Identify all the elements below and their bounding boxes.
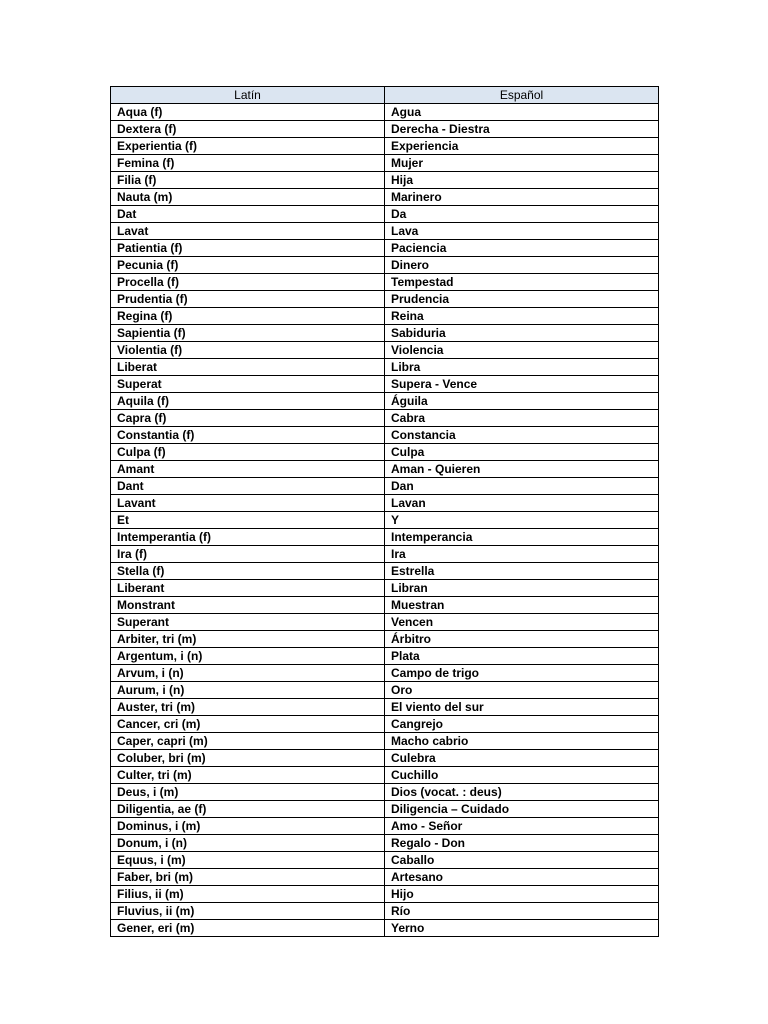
latin-cell: Superat	[111, 376, 385, 393]
header-row	[111, 87, 659, 104]
latin-cell: Aquila (f)	[111, 393, 385, 410]
table-row	[111, 852, 659, 869]
table-row	[111, 512, 659, 529]
latin-cell: Stella (f)	[111, 563, 385, 580]
latin-cell: Arvum, i (n)	[111, 665, 385, 682]
espanol-cell: Hijo	[385, 886, 659, 903]
latin-cell: Donum, i (n)	[111, 835, 385, 852]
latin-cell: Auster, tri (m)	[111, 699, 385, 716]
table-row	[111, 648, 659, 665]
espanol-cell: Prudencia	[385, 291, 659, 308]
latin-cell: Pecunia (f)	[111, 257, 385, 274]
table-row	[111, 495, 659, 512]
table-row	[111, 682, 659, 699]
table-row	[111, 206, 659, 223]
espanol-cell: Culebra	[385, 750, 659, 767]
latin-cell: Dominus, i (m)	[111, 818, 385, 835]
table-row	[111, 223, 659, 240]
espanol-cell: Marinero	[385, 189, 659, 206]
latin-cell: Arbiter, tri (m)	[111, 631, 385, 648]
latin-cell: Ira (f)	[111, 546, 385, 563]
espanol-cell: Árbitro	[385, 631, 659, 648]
latin-cell: Liberat	[111, 359, 385, 376]
table-row	[111, 257, 659, 274]
espanol-cell: Tempestad	[385, 274, 659, 291]
table-row	[111, 580, 659, 597]
table-row	[111, 104, 659, 121]
latin-cell: Et	[111, 512, 385, 529]
latin-cell: Dat	[111, 206, 385, 223]
table-row	[111, 801, 659, 818]
espanol-cell: Cangrejo	[385, 716, 659, 733]
table-row	[111, 835, 659, 852]
latin-cell: Liberant	[111, 580, 385, 597]
latin-cell: Capra (f)	[111, 410, 385, 427]
espanol-cell: Da	[385, 206, 659, 223]
latin-cell: Nauta (m)	[111, 189, 385, 206]
table-row	[111, 818, 659, 835]
latin-cell: Equus, i (m)	[111, 852, 385, 869]
espanol-cell: Mujer	[385, 155, 659, 172]
espanol-cell: Estrella	[385, 563, 659, 580]
column-header-espanol: Español	[385, 87, 659, 104]
table-row	[111, 563, 659, 580]
espanol-cell: Intemperancia	[385, 529, 659, 546]
table-row	[111, 359, 659, 376]
espanol-cell: Águila	[385, 393, 659, 410]
latin-cell: Filius, ii (m)	[111, 886, 385, 903]
table-row	[111, 393, 659, 410]
latin-cell: Intemperantia (f)	[111, 529, 385, 546]
table-row	[111, 886, 659, 903]
latin-cell: Dant	[111, 478, 385, 495]
table-row	[111, 427, 659, 444]
latin-cell: Gener, eri (m)	[111, 920, 385, 937]
table-row	[111, 172, 659, 189]
latin-cell: Argentum, i (n)	[111, 648, 385, 665]
table-row	[111, 376, 659, 393]
table-row	[111, 546, 659, 563]
espanol-cell: Dan	[385, 478, 659, 495]
espanol-cell: Regalo - Don	[385, 835, 659, 852]
espanol-cell: Agua	[385, 104, 659, 121]
espanol-cell: Derecha - Diestra	[385, 121, 659, 138]
table-row	[111, 240, 659, 257]
table-row	[111, 121, 659, 138]
table-row	[111, 410, 659, 427]
espanol-cell: Lavan	[385, 495, 659, 512]
espanol-cell: Macho cabrio	[385, 733, 659, 750]
latin-cell: Caper, capri (m)	[111, 733, 385, 750]
espanol-cell: Sabiduria	[385, 325, 659, 342]
latin-cell: Aurum, i (n)	[111, 682, 385, 699]
espanol-cell: Cuchillo	[385, 767, 659, 784]
espanol-cell: Yerno	[385, 920, 659, 937]
table-row	[111, 291, 659, 308]
espanol-cell: Supera - Vence	[385, 376, 659, 393]
latin-cell: Deus, i (m)	[111, 784, 385, 801]
espanol-cell: Y	[385, 512, 659, 529]
espanol-cell: Ira	[385, 546, 659, 563]
espanol-cell: Dios (vocat. : deus)	[385, 784, 659, 801]
espanol-cell: Cabra	[385, 410, 659, 427]
latin-cell: Prudentia (f)	[111, 291, 385, 308]
table-row	[111, 767, 659, 784]
table-body	[111, 104, 659, 937]
table-row	[111, 665, 659, 682]
espanol-cell: Oro	[385, 682, 659, 699]
espanol-cell: Caballo	[385, 852, 659, 869]
latin-cell: Amant	[111, 461, 385, 478]
table-row	[111, 138, 659, 155]
espanol-cell: Libran	[385, 580, 659, 597]
latin-cell: Aqua (f)	[111, 104, 385, 121]
latin-cell: Experientia (f)	[111, 138, 385, 155]
espanol-cell: Paciencia	[385, 240, 659, 257]
table-row	[111, 869, 659, 886]
table-row	[111, 189, 659, 206]
latin-cell: Sapientia (f)	[111, 325, 385, 342]
table-row	[111, 699, 659, 716]
latin-cell: Dextera (f)	[111, 121, 385, 138]
table-row	[111, 155, 659, 172]
latin-cell: Patientia (f)	[111, 240, 385, 257]
espanol-cell: Artesano	[385, 869, 659, 886]
espanol-cell: Reina	[385, 308, 659, 325]
espanol-cell: Río	[385, 903, 659, 920]
latin-cell: Violentia (f)	[111, 342, 385, 359]
espanol-cell: El viento del sur	[385, 699, 659, 716]
table-row	[111, 308, 659, 325]
espanol-cell: Plata	[385, 648, 659, 665]
table-row	[111, 274, 659, 291]
latin-cell: Femina (f)	[111, 155, 385, 172]
table-row	[111, 784, 659, 801]
table-row	[111, 614, 659, 631]
espanol-cell: Vencen	[385, 614, 659, 631]
espanol-cell: Violencia	[385, 342, 659, 359]
espanol-cell: Dinero	[385, 257, 659, 274]
latin-cell: Cancer, cri (m)	[111, 716, 385, 733]
latin-cell: Culter, tri (m)	[111, 767, 385, 784]
table-row	[111, 903, 659, 920]
espanol-cell: Campo de trigo	[385, 665, 659, 682]
latin-cell: Faber, bri (m)	[111, 869, 385, 886]
table-row	[111, 325, 659, 342]
espanol-cell: Amo - Señor	[385, 818, 659, 835]
latin-cell: Coluber, bri (m)	[111, 750, 385, 767]
latin-cell: Superant	[111, 614, 385, 631]
table-header	[111, 87, 659, 104]
latin-cell: Fluvius, ii (m)	[111, 903, 385, 920]
latin-cell: Filia (f)	[111, 172, 385, 189]
table-row	[111, 597, 659, 614]
espanol-cell: Experiencia	[385, 138, 659, 155]
table-row	[111, 342, 659, 359]
table-row	[111, 631, 659, 648]
latin-cell: Procella (f)	[111, 274, 385, 291]
latin-cell: Lavant	[111, 495, 385, 512]
espanol-cell: Culpa	[385, 444, 659, 461]
table-row	[111, 920, 659, 937]
latin-cell: Lavat	[111, 223, 385, 240]
latin-cell: Constantia (f)	[111, 427, 385, 444]
espanol-cell: Hija	[385, 172, 659, 189]
latin-cell: Monstrant	[111, 597, 385, 614]
table-row	[111, 478, 659, 495]
espanol-cell: Muestran	[385, 597, 659, 614]
espanol-cell: Diligencia – Cuidado	[385, 801, 659, 818]
latin-cell: Culpa (f)	[111, 444, 385, 461]
espanol-cell: Lava	[385, 223, 659, 240]
latin-cell: Regina (f)	[111, 308, 385, 325]
table-row	[111, 529, 659, 546]
espanol-cell: Libra	[385, 359, 659, 376]
espanol-cell: Constancia	[385, 427, 659, 444]
table-row	[111, 716, 659, 733]
table-row	[111, 750, 659, 767]
table-row	[111, 733, 659, 750]
latin-cell: Diligentia, ae (f)	[111, 801, 385, 818]
column-header-latin: Latín	[111, 87, 385, 104]
table-row	[111, 461, 659, 478]
espanol-cell: Aman - Quieren	[385, 461, 659, 478]
vocabulary-table	[110, 86, 659, 937]
table-row	[111, 444, 659, 461]
